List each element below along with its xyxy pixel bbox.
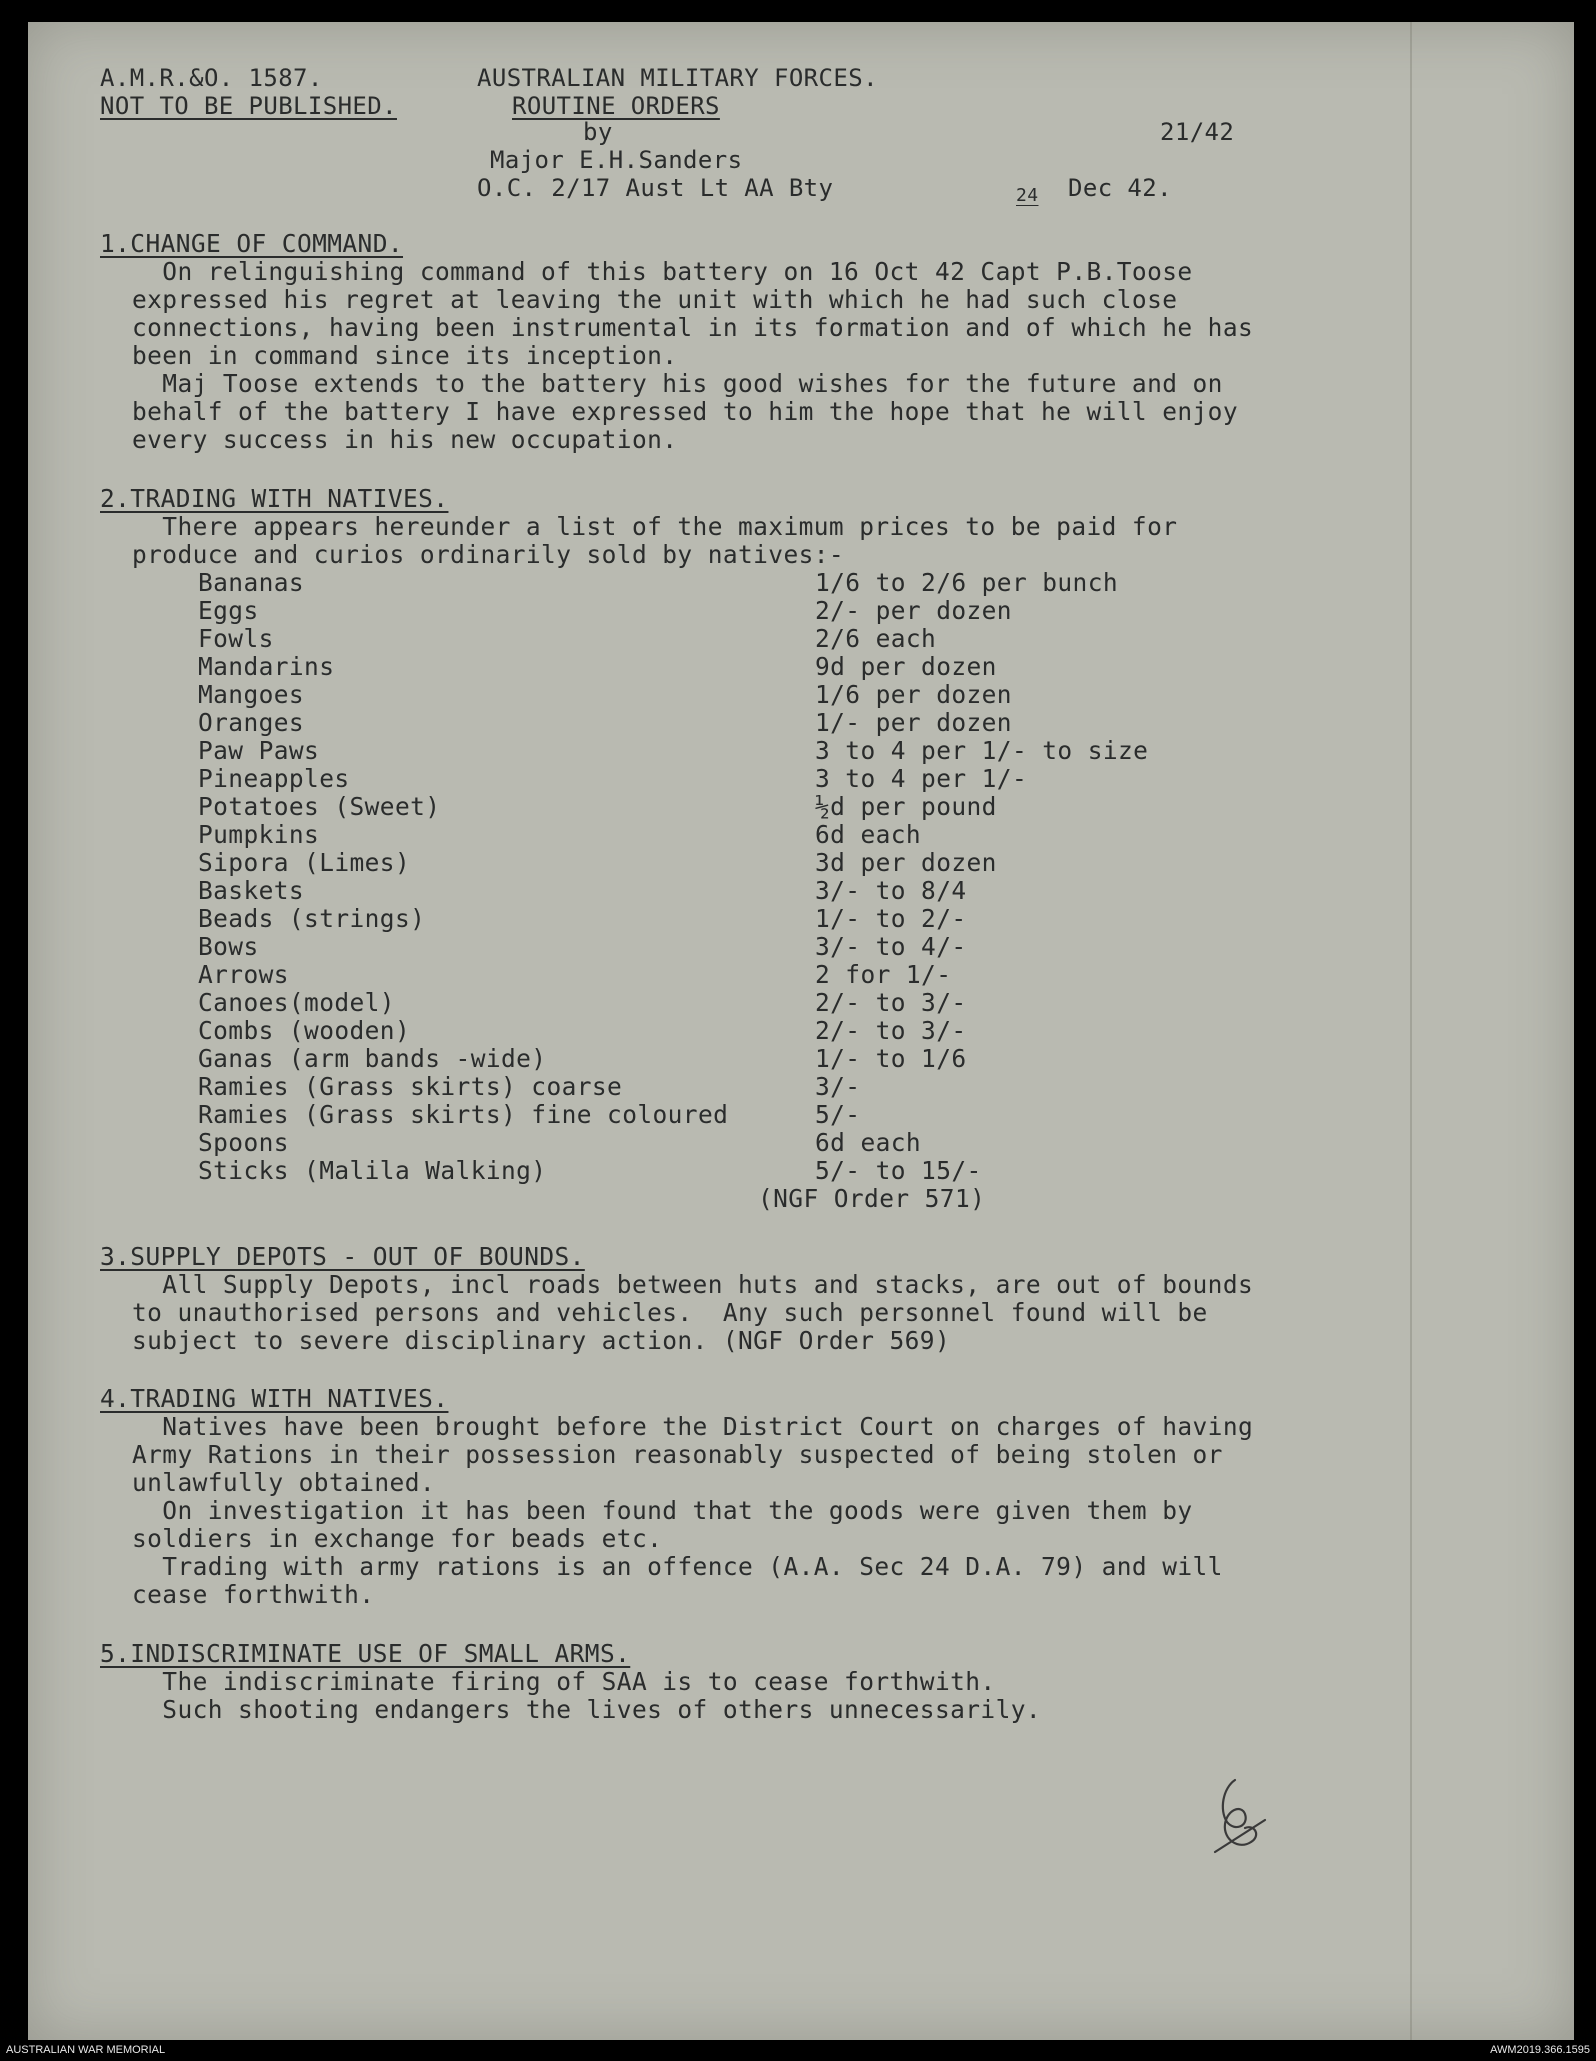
price-item-name: Mandarins — [198, 652, 335, 681]
price-item-name: Spoons — [198, 1128, 289, 1157]
price-item-name: Fowls — [198, 624, 274, 653]
price-item-price: 3 to 4 per 1/- — [815, 764, 1028, 793]
organisation-title: AUSTRALIAN MILITARY FORCES. — [477, 64, 878, 92]
price-item-price: 3 to 4 per 1/- to size — [815, 736, 1149, 765]
footer-archive-name: AUSTRALIAN WAR MEMORIAL — [6, 2044, 166, 2056]
by-text: by — [583, 118, 613, 146]
section-5-heading: 5.INDISCRIMINATE USE OF SMALL ARMS. — [100, 1639, 631, 1668]
paragraph-line: All Supply Depots, incl roads between huts and stacks, are out of bounds — [132, 1270, 1254, 1299]
price-item-price: 6d each — [815, 820, 922, 849]
price-item-price: 1/6 to 2/6 per bunch — [815, 568, 1119, 597]
price-item-name: Paw Paws — [198, 736, 320, 765]
price-item-price: ½d per pound — [815, 792, 997, 821]
author-name: Major E.H.Sanders — [490, 146, 743, 174]
paragraph-line: produce and curios ordinarily sold by natives:- — [132, 540, 845, 569]
paragraph-line: behalf of the battery I have expressed to him the hope that he will enjoy — [132, 397, 1238, 426]
price-item-name: Eggs — [198, 596, 259, 625]
price-item-name: Canoes(model) — [198, 988, 395, 1017]
section-2-heading: 2.TRADING WITH NATIVES. — [100, 484, 449, 513]
paragraph-line: cease forthwith. — [132, 1580, 375, 1609]
handwritten-initials — [1205, 1770, 1275, 1860]
date-day: 24 — [1016, 185, 1039, 206]
price-item-name: Potatoes (Sweet) — [198, 792, 441, 821]
paragraph-line: soldiers in exchange for beads etc. — [132, 1524, 663, 1553]
order-number: 21/42 — [1160, 118, 1235, 146]
price-item-name: Ganas (arm bands -wide) — [198, 1044, 547, 1073]
price-item-price: 1/- to 2/- — [815, 904, 967, 933]
price-item-price: 2/- to 3/- — [815, 1016, 967, 1045]
paragraph-line: Maj Toose extends to the battery his good wishes for the future and on — [132, 369, 1223, 398]
price-item-name: Pumpkins — [198, 820, 320, 849]
paragraph-line: every success in his new occupation. — [132, 425, 678, 454]
price-item-name: Mangoes — [198, 680, 305, 709]
section-3-heading: 3.SUPPLY DEPOTS - OUT OF BOUNDS. — [100, 1242, 585, 1271]
price-item-price: 3d per dozen — [815, 848, 997, 877]
price-item-name: Ramies (Grass skirts) fine coloured — [198, 1100, 729, 1129]
price-item-price: 2/- to 3/- — [815, 988, 967, 1017]
paragraph-line: Such shooting endangers the lives of others unnecessarily. — [132, 1695, 1042, 1724]
price-item-name: Ramies (Grass skirts) coarse — [198, 1072, 623, 1101]
paragraph-line: Trading with army rations is an offence (A.A. Sec 24 D.A. 79) and will — [132, 1552, 1223, 1581]
price-item-name: Bananas — [198, 568, 305, 597]
price-item-price: 6d each — [815, 1128, 922, 1157]
price-item-price: 3/- — [815, 1072, 861, 1101]
price-item-price: 5/- to 15/- — [815, 1156, 982, 1185]
paragraph-line: On relinguishing command of this battery on 16 Oct 42 Capt P.B.Toose — [132, 257, 1193, 286]
paragraph-line: Natives have been brought before the District Court on charges of having — [132, 1412, 1254, 1441]
document-type: ROUTINE ORDERS — [512, 92, 720, 120]
paragraph-line: subject to severe disciplinary action. (NGF Order 569) — [132, 1326, 951, 1355]
price-item-price: 1/- per dozen — [815, 708, 1012, 737]
order-date: Dec 42. — [1068, 174, 1172, 202]
price-item-name: Bows — [198, 932, 259, 961]
price-item-name: Oranges — [198, 708, 305, 737]
price-item-price: 5/- — [815, 1100, 861, 1129]
paper-fold-line — [1410, 22, 1412, 2040]
paragraph-line: There appears hereunder a list of the maximum prices to be paid for — [132, 512, 1178, 541]
price-item-price: 1/- to 1/6 — [815, 1044, 967, 1073]
price-item-price: 3/- to 8/4 — [815, 876, 967, 905]
price-item-price: 3/- to 4/- — [815, 932, 967, 961]
section-1-heading: 1.CHANGE OF COMMAND. — [100, 229, 404, 258]
unit-name: O.C. 2/17 Aust Lt AA Bty — [477, 174, 834, 202]
price-item-name: Beads (strings) — [198, 904, 426, 933]
price-item-price: 2/6 each — [815, 624, 937, 653]
paragraph-line: expressed his regret at leaving the unit with which he had such close — [132, 285, 1178, 314]
section-4-heading: 4.TRADING WITH NATIVES. — [100, 1384, 449, 1413]
price-item-name: Pineapples — [198, 764, 350, 793]
price-item-price: 1/6 per dozen — [815, 680, 1012, 709]
price-item-name: Combs (wooden) — [198, 1016, 411, 1045]
price-item-price: 2/- per dozen — [815, 596, 1012, 625]
footer-accession-number: AWM2019.366.1595 — [1490, 2044, 1590, 2056]
paragraph-line: unlawfully obtained. — [132, 1468, 436, 1497]
price-item-name: Sticks (Malila Walking) — [198, 1156, 547, 1185]
ngf-order-reference: (NGF Order 571) — [758, 1184, 986, 1213]
paragraph-line: connections, having been instrumental in its formation and of which he has — [132, 313, 1254, 342]
price-item-name: Arrows — [198, 960, 289, 989]
paragraph-line: On investigation it has been found that the goods were given them by — [132, 1496, 1193, 1525]
price-item-name: Baskets — [198, 876, 305, 905]
paragraph-line: Army Rations in their possession reasonably suspected of being stolen or — [132, 1440, 1223, 1469]
paragraph-line: to unauthorised persons and vehicles. Any such personnel found will be — [132, 1298, 1208, 1327]
price-item-name: Sipora (Limes) — [198, 848, 411, 877]
restriction-notice: NOT TO BE PUBLISHED. — [100, 92, 397, 120]
price-item-price: 2 for 1/- — [815, 960, 952, 989]
reference-number: A.M.R.&O. 1587. — [100, 64, 323, 92]
paragraph-line: been in command since its inception. — [132, 341, 678, 370]
price-item-price: 9d per dozen — [815, 652, 997, 681]
paragraph-line: The indiscriminate firing of SAA is to cease forthwith. — [132, 1667, 996, 1696]
